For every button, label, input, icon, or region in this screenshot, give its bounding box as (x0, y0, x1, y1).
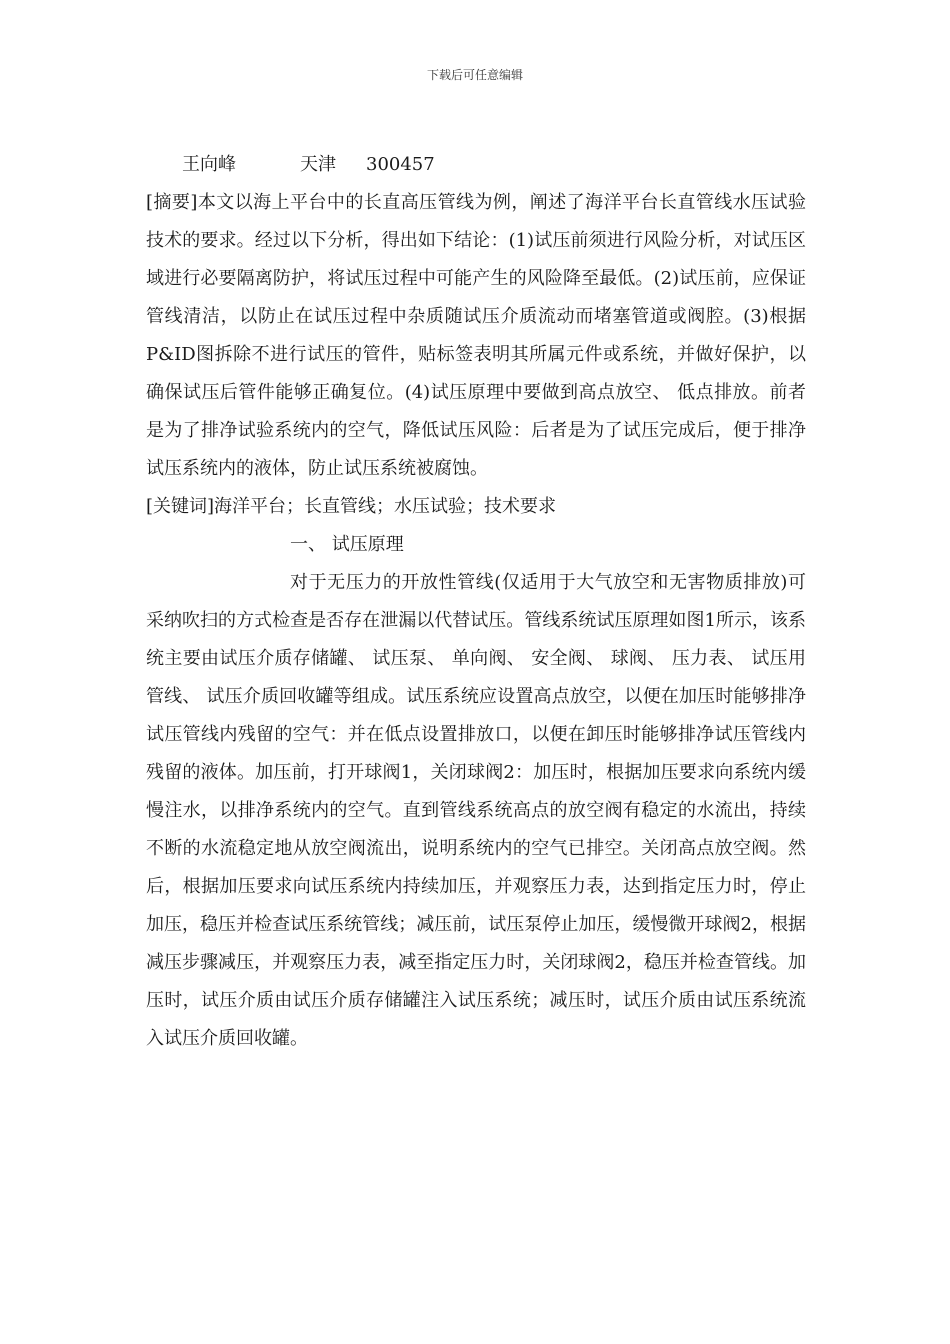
page-header-note: 下载后可任意编辑 (426, 68, 523, 82)
keywords-line: [关键词]海洋平台；长直管线；水压试验；技术要求 (146, 496, 557, 517)
abstract-paragraph: [摘要]本文以海上平台中的长直高压管线为例，阐述了海洋平台长直管线水压试验技术的要求。经过以下分析，得出如下结论：(1)试压前须进行风险分析，对试压区域进行必要隔离防护，将试压过程中可能产生的风险降至最低。(2)试压前，应保证管线清洁，以防止在试压过程中杂质随试压介质流动而堵塞管道或阀腔。(3)根据P&ID图拆除不进行试压的管件，贴标签表明其所属元件或系统，并做好保护，以确保试压后管件能够正确复位。(4)试压原理中要做到高点放空、 低点排放。前者是为了排净试验系统内的空气，降低试压风险：后者是为了试压完成后，便于排净试压系统内的液体，防止试压系统被腐蚀。 (146, 192, 806, 479)
section-title: 一、 试压原理 (290, 534, 404, 555)
document-body (146, 150, 806, 1058)
author-line (146, 150, 806, 180)
author-postcode: 300457 (366, 154, 435, 175)
author-city: 天津 (300, 154, 336, 175)
section-body-paragraph: 对于无压力的开放性管线(仅适用于大气放空和无害物质排放)可采纳吹扫的方式检查是否存在泄漏以代替试压。管线系统试压原理如图1所示，该系统主要由试压介质存储罐、 试压泵、 单向阀、 安全阀、 球阀、 压力表、 试压用管线、 试压介质回收罐等组成。试压系统应设置高点放空，以便在加压时能够排净试压管线内残留的空气：并在低点设置排放口，以便在卸压时能够排净试压管线内残留的液体。加压前，打开球阀1，关闭球阀2：加压时，根据加压要求向系统内缓慢注水，以排净系统内的空气。直到管线系统高点的放空阀有稳定的水流出，持续不断的水流稳定地从放空阀流出，说明系统内的空气已排空。关闭高点放空阀。然后，根据加压要求向试压系统内持续加压，并观察压力表，达到指定压力时，停止加压，稳压并检查试压系统管线；减压前，试压泵停止加压，缓慢微开球阀2，根据减压步骤减压，并观察压力表，减至指定压力时，关闭球阀2，稳压并检查管线。加压时，试压介质由试压介质存储罐注入试压系统；减压时，试压介质由试压系统流入试压介质回收罐。 (146, 572, 806, 1049)
author-name: 王向峰 (182, 154, 236, 175)
